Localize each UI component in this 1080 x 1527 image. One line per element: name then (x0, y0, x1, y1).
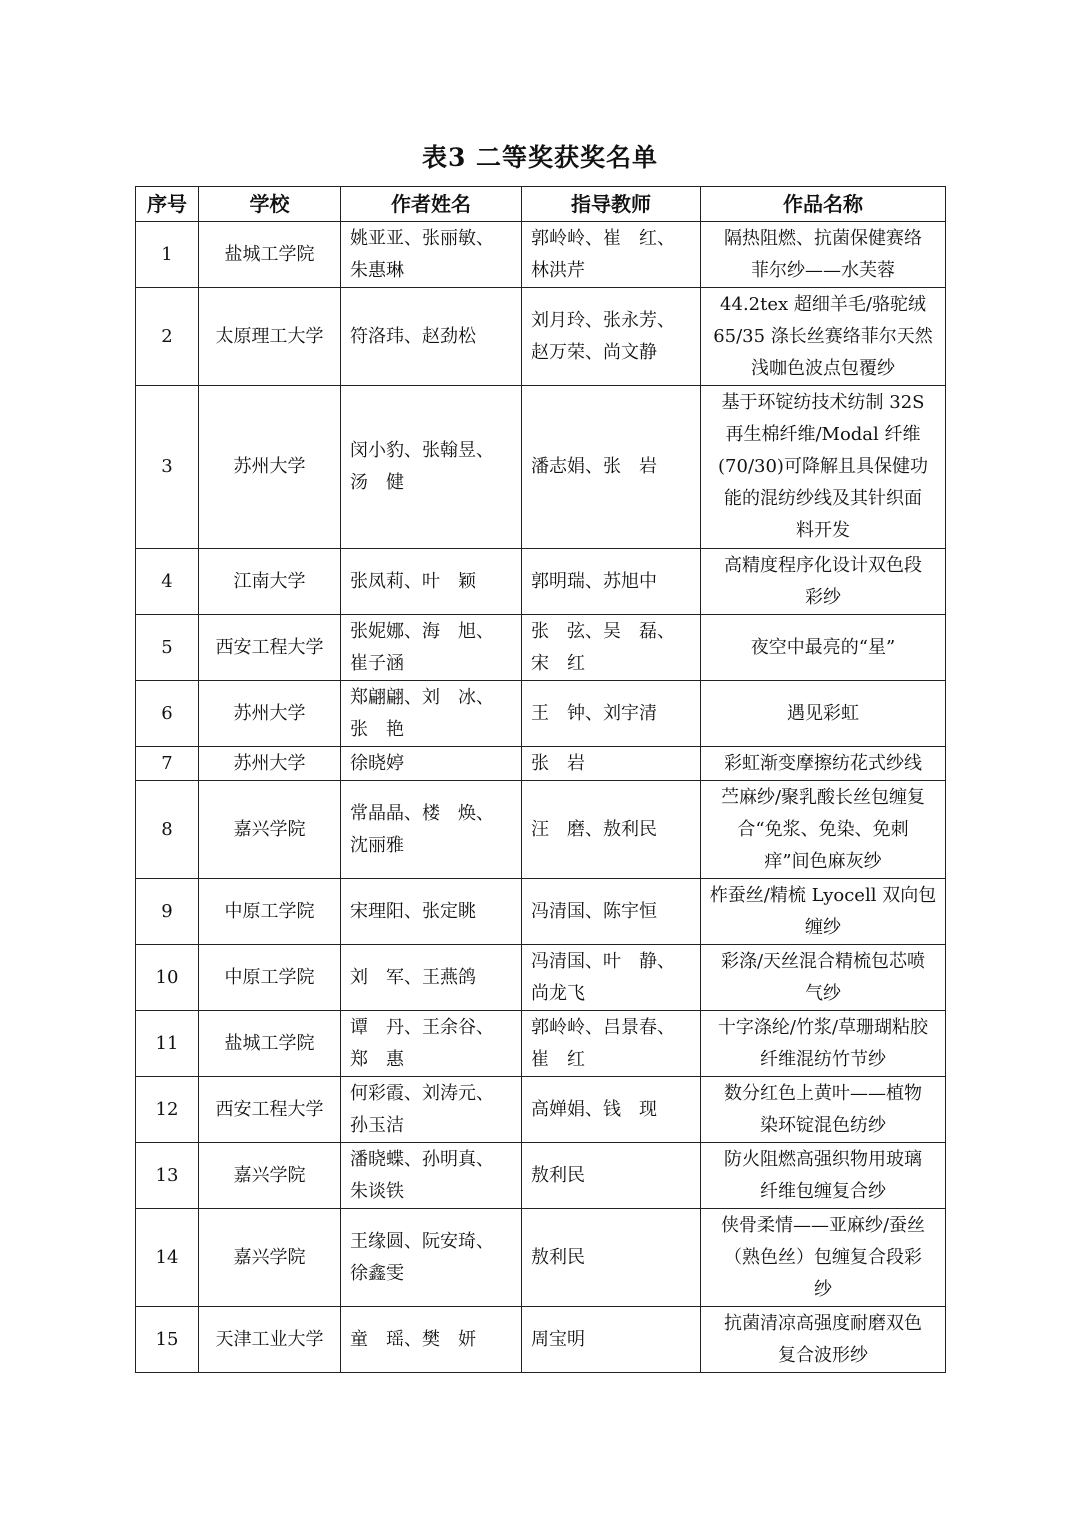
cell-work (701, 781, 946, 879)
work-line: 苎麻纱/聚乳酸长丝包缠复 (720, 786, 926, 808)
teachers-line: 高婵娟、钱 现 (531, 1098, 657, 1120)
cell-school: 苏州大学 (199, 386, 341, 549)
cell-work (701, 222, 946, 288)
table-body (136, 222, 946, 1373)
authors-line: 张妮娜、海 旭、 (350, 620, 494, 642)
authors-line: 童 瑶、樊 妍 (350, 1328, 476, 1350)
cell-teachers (522, 549, 701, 615)
table-row (136, 288, 946, 386)
cell-teachers (522, 781, 701, 879)
authors-line: 朱惠琳 (350, 259, 404, 281)
cell-school: 中原工学院 (199, 879, 341, 945)
work-line: 再生棉纤维/Modal 纤维 (725, 424, 921, 445)
header-no: 序号 (136, 187, 199, 222)
cell-work (701, 747, 946, 781)
authors-line: 刘 军、王燕鸽 (350, 966, 476, 988)
authors-line: 闵小豹、张翰昱、 (350, 440, 494, 461)
teachers-line: 郭岭岭、崔 红、 (531, 227, 675, 249)
cell-authors (341, 1307, 522, 1373)
table-row (136, 1307, 946, 1373)
cell-no: 4 (136, 549, 199, 615)
cell-school: 江南大学 (199, 549, 341, 615)
cell-no: 2 (136, 288, 199, 386)
cell-teachers (522, 1307, 701, 1373)
cell-school: 苏州大学 (199, 747, 341, 781)
teachers-line: 张 岩 (531, 752, 585, 774)
teachers-line: 崔 红 (531, 1048, 585, 1070)
cell-authors (341, 1209, 522, 1307)
cell-school: 嘉兴学院 (199, 1143, 341, 1209)
teachers-line: 汪 磨、敖利民 (531, 818, 657, 840)
work-line: 痒”间色麻灰纱 (764, 850, 882, 872)
cell-no: 15 (136, 1307, 199, 1373)
cell-work (701, 386, 946, 549)
work-line: 复合波形纱 (778, 1344, 868, 1366)
table-row (136, 879, 946, 945)
cell-authors (341, 288, 522, 386)
authors-line: 何彩霞、刘涛元、 (350, 1082, 494, 1104)
teachers-line: 敖利民 (531, 1246, 585, 1268)
teachers-line: 林洪芹 (531, 259, 585, 281)
cell-authors (341, 386, 522, 549)
cell-teachers (522, 879, 701, 945)
cell-authors (341, 945, 522, 1011)
work-line: （熟色丝）包缠复合段彩 (724, 1246, 922, 1268)
award-table (135, 186, 946, 1373)
work-line: 彩虹渐变摩擦纺花式纱线 (724, 752, 922, 774)
teachers-line: 张 弦、吴 磊、 (531, 620, 675, 642)
cell-school: 嘉兴学院 (199, 781, 341, 879)
cell-authors (341, 681, 522, 747)
cell-authors (341, 781, 522, 879)
cell-teachers (522, 1143, 701, 1209)
cell-authors (341, 615, 522, 681)
authors-line: 汤 健 (350, 472, 404, 493)
cell-teachers (522, 222, 701, 288)
authors-line: 张 艳 (350, 718, 404, 740)
cell-no: 12 (136, 1077, 199, 1143)
work-line: 柞蚕丝/精梳 Lyocell 双向包 (709, 884, 937, 906)
authors-line: 孙玉洁 (350, 1114, 404, 1136)
cell-work (701, 288, 946, 386)
authors-line: 符洛玮、赵劲松 (350, 325, 476, 347)
cell-authors (341, 879, 522, 945)
teachers-line: 冯清国、叶 静、 (531, 950, 675, 972)
table-row (136, 615, 946, 681)
work-line: 纱 (814, 1278, 832, 1300)
cell-teachers (522, 288, 701, 386)
work-line: 十字涤纶/竹浆/草珊瑚粘胶 (717, 1016, 929, 1038)
cell-teachers (522, 615, 701, 681)
cell-school: 西安工程大学 (199, 1077, 341, 1143)
work-line: 浅咖色波点包覆纱 (751, 357, 895, 379)
work-line: 数分红色上黄叶——植物 (724, 1082, 922, 1104)
authors-line: 郑 惠 (350, 1048, 404, 1070)
teachers-line: 敖利民 (531, 1164, 585, 1186)
header-work: 作品名称 (701, 187, 946, 222)
cell-teachers (522, 945, 701, 1011)
cell-no: 1 (136, 222, 199, 288)
work-line: 隔热阻燃、抗菌保健赛络 (724, 227, 922, 249)
cell-teachers (522, 681, 701, 747)
work-line: 能的混纺纱线及其针织面 (724, 488, 922, 509)
header-school: 学校 (199, 187, 341, 222)
authors-line: 郑翩翩、刘 冰、 (350, 686, 494, 708)
cell-teachers (522, 386, 701, 549)
cell-school: 太原理工大学 (199, 288, 341, 386)
table-row (136, 222, 946, 288)
header-row (136, 187, 946, 222)
cell-work (701, 1011, 946, 1077)
work-line: 彩纱 (805, 586, 841, 608)
work-line: 缠纱 (805, 916, 841, 938)
work-line: 彩涤/天丝混合精梳包芯喷 (720, 950, 926, 972)
cell-no: 13 (136, 1143, 199, 1209)
table-row (136, 1209, 946, 1307)
teachers-line: 王 钟、刘宇清 (531, 702, 657, 724)
teachers-line: 郭明瑞、苏旭中 (531, 570, 657, 592)
cell-school: 西安工程大学 (199, 615, 341, 681)
work-line: 侠骨柔情——亚麻纱/蚕丝 (720, 1214, 926, 1236)
cell-authors (341, 1143, 522, 1209)
work-line: 气纱 (805, 982, 841, 1004)
cell-teachers (522, 1011, 701, 1077)
authors-line: 宋理阳、张定眺 (350, 900, 476, 922)
work-line: 65/35 涤长丝赛络菲尔天然 (713, 325, 933, 347)
cell-no: 10 (136, 945, 199, 1011)
teachers-line: 尚龙飞 (531, 982, 585, 1004)
cell-authors (341, 1011, 522, 1077)
authors-line: 徐晓婷 (350, 752, 404, 774)
cell-authors (341, 549, 522, 615)
work-line: 夜空中最亮的“星” (750, 636, 896, 658)
teachers-line: 郭岭岭、吕景春、 (531, 1016, 675, 1038)
teachers-line: 冯清国、陈宇恒 (531, 900, 657, 922)
work-line: 高精度程序化设计双色段 (724, 554, 922, 576)
authors-line: 张凤莉、叶 颖 (350, 570, 476, 592)
cell-no: 6 (136, 681, 199, 747)
cell-authors (341, 1077, 522, 1143)
cell-teachers (522, 747, 701, 781)
header-teachers: 指导教师 (522, 187, 701, 222)
table-row (136, 1143, 946, 1209)
cell-authors (341, 222, 522, 288)
teachers-line: 赵万荣、尚文静 (531, 341, 657, 363)
cell-school: 盐城工学院 (199, 1011, 341, 1077)
table-row (136, 781, 946, 879)
teachers-line: 刘月玲、张永芳、 (531, 309, 675, 331)
cell-school: 中原工学院 (199, 945, 341, 1011)
table-row (136, 1011, 946, 1077)
cell-work (701, 879, 946, 945)
authors-line: 朱谈铁 (350, 1180, 404, 1202)
authors-line: 徐鑫雯 (350, 1262, 404, 1284)
table-title: 表3 二等奖获奖名单 (421, 143, 659, 172)
cell-no: 9 (136, 879, 199, 945)
cell-no: 3 (136, 386, 199, 549)
cell-teachers (522, 1077, 701, 1143)
cell-school: 苏州大学 (199, 681, 341, 747)
work-line: 遇见彩虹 (787, 702, 859, 724)
header-authors: 作者姓名 (341, 187, 522, 222)
cell-no: 11 (136, 1011, 199, 1077)
cell-work (701, 1077, 946, 1143)
table-row (136, 681, 946, 747)
cell-authors (341, 747, 522, 781)
work-line: 纤维混纺竹节纱 (760, 1048, 886, 1070)
authors-line: 沈丽雅 (350, 834, 404, 856)
work-line: 料开发 (796, 520, 850, 541)
authors-line: 姚亚亚、张丽敏、 (350, 227, 494, 249)
cell-no: 5 (136, 615, 199, 681)
cell-school: 天津工业大学 (199, 1307, 341, 1373)
teachers-line: 周宝明 (531, 1328, 585, 1350)
cell-no: 7 (136, 747, 199, 781)
table-row (136, 747, 946, 781)
authors-line: 潘晓蝶、孙明真、 (350, 1148, 494, 1170)
work-line: 合“免浆、免染、免刺 (737, 818, 909, 840)
work-line: 菲尔纱——水芙蓉 (751, 259, 895, 281)
cell-work (701, 1209, 946, 1307)
authors-line: 常晶晶、楼 焕、 (350, 802, 494, 824)
work-line: 染环锭混色纺纱 (760, 1114, 886, 1136)
work-line: 纤维包缠复合纱 (760, 1180, 886, 1202)
teachers-line: 潘志娟、张 岩 (531, 456, 657, 477)
work-line: (70/30)可降解且具保健功 (718, 456, 928, 477)
work-line: 44.2tex 超细羊毛/骆驼绒 (720, 293, 926, 315)
work-line: 抗菌清凉高强度耐磨双色 (724, 1312, 922, 1334)
cell-work (701, 945, 946, 1011)
cell-no: 8 (136, 781, 199, 879)
cell-school: 盐城工学院 (199, 222, 341, 288)
table-row (136, 549, 946, 615)
table-row (136, 1077, 946, 1143)
teachers-line: 宋 红 (531, 652, 585, 674)
work-line: 基于环锭纺技术纺制 32S (721, 392, 925, 413)
cell-work (701, 1307, 946, 1373)
table-row (136, 386, 946, 549)
table-row (136, 945, 946, 1011)
cell-work (701, 1143, 946, 1209)
authors-line: 谭 丹、王余谷、 (350, 1016, 494, 1038)
authors-line: 崔子涵 (350, 652, 404, 674)
cell-school: 嘉兴学院 (199, 1209, 341, 1307)
work-line: 防火阻燃高强织物用玻璃 (724, 1148, 922, 1170)
cell-work (701, 549, 946, 615)
authors-line: 王缘圆、阮安琦、 (350, 1230, 494, 1252)
cell-work (701, 615, 946, 681)
cell-teachers (522, 1209, 701, 1307)
cell-work (701, 681, 946, 747)
cell-no: 14 (136, 1209, 199, 1307)
